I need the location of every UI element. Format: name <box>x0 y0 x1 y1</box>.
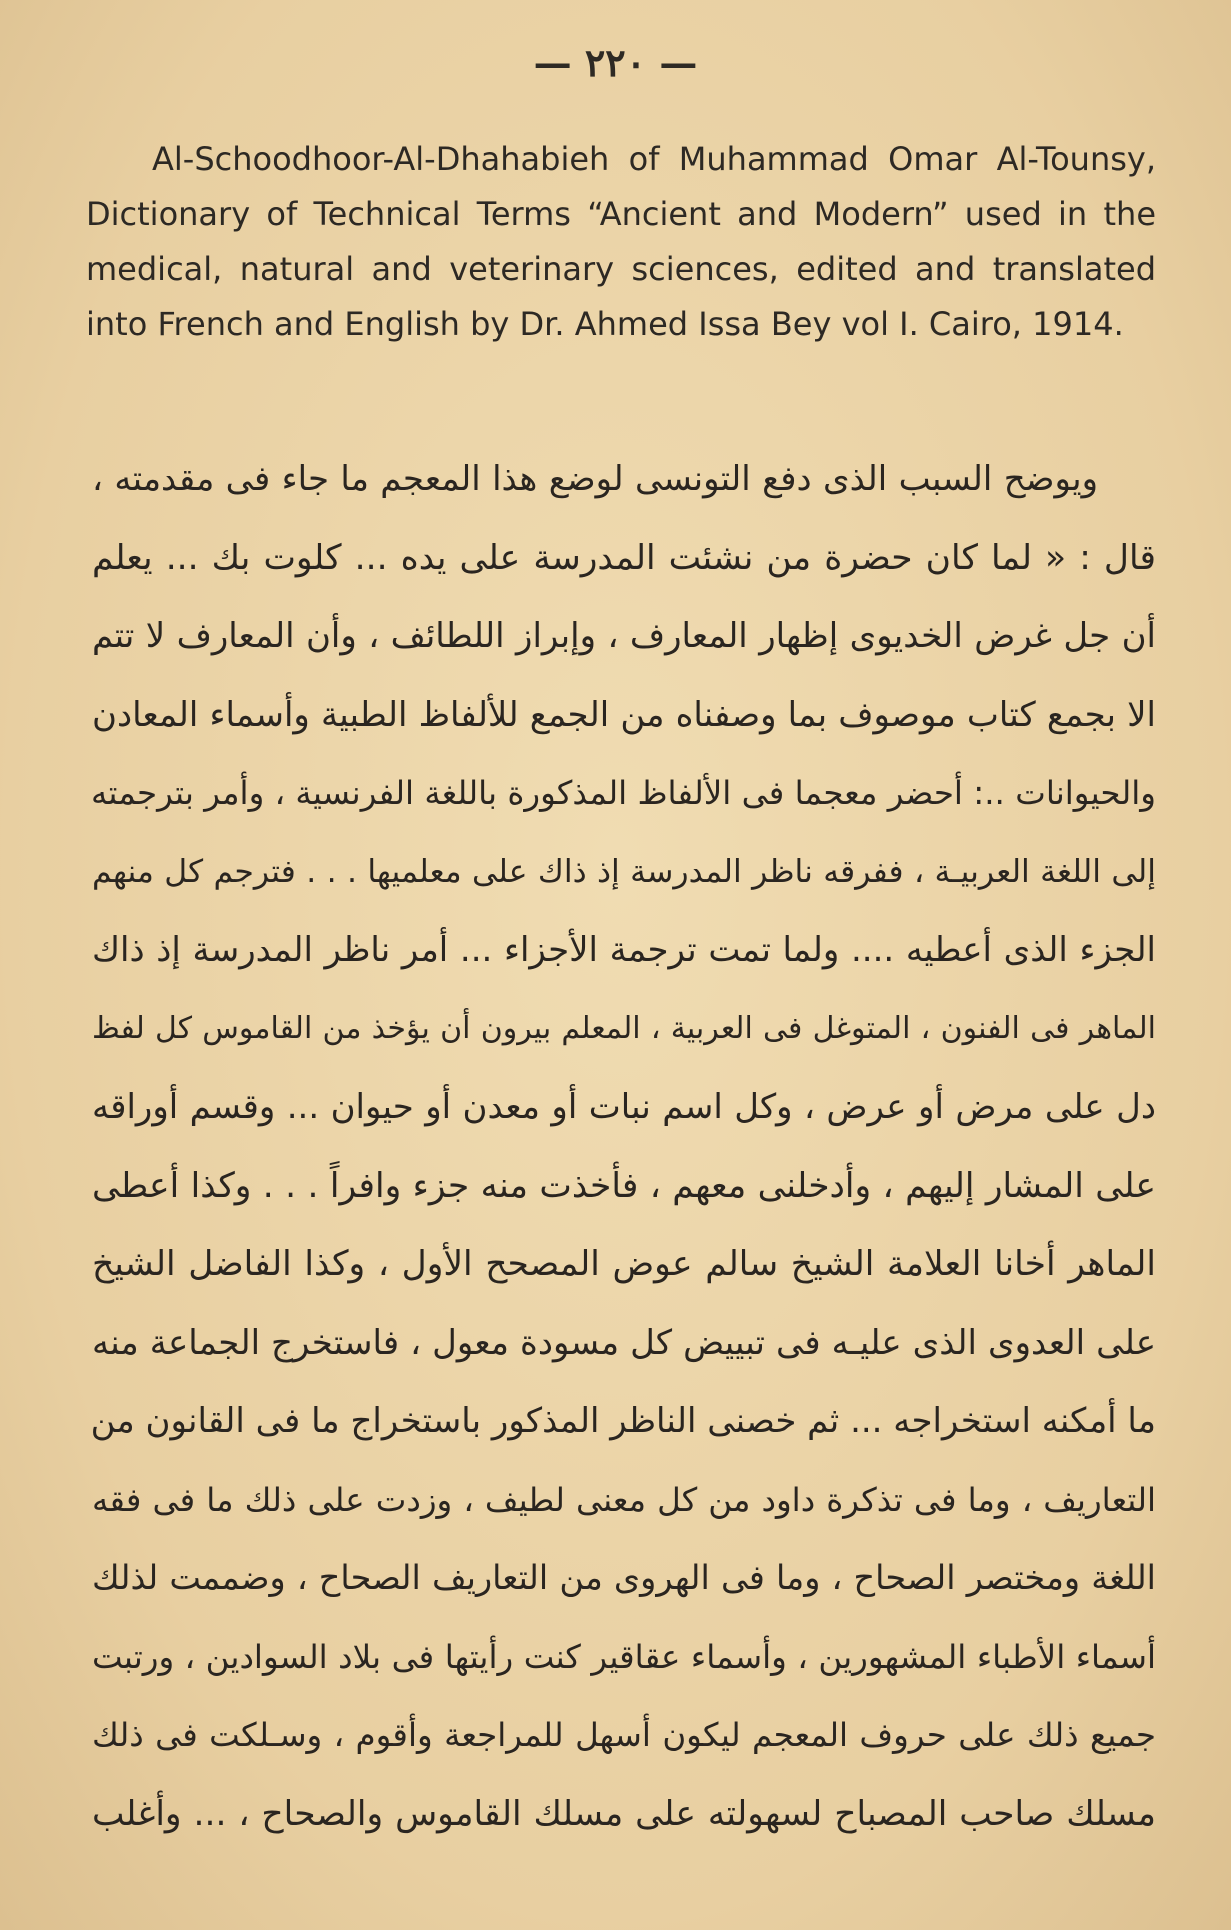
arabic-line: ويوضح السبب الذى دفع التونسى لوضع هذا المعجم ما جاء فى مقدمته ، <box>92 459 1098 499</box>
arabic-line: اللغة ومختصر الصحاح ، وما فى الهروى من التعاريف الصحاح ، وضممت لذلك <box>92 1558 1156 1597</box>
page-number: — ٢٢٠ — <box>533 40 698 85</box>
arabic-line: على المشار إليهم ، وأدخلنى معهم ، فأخذت منه جزء وافراً . . . وكذا أعطى <box>92 1165 1156 1206</box>
arabic-line: مسلك صاحب المصباح لسهولته على مسلك القاموس والصحاح ، ... وأغلب <box>92 1793 1156 1834</box>
arabic-line: والحيوانات ..: أحضر معجما فى الألفاظ المذكورة باللغة الفرنسية ، وأمر بترجمته <box>90 774 1156 812</box>
arabic-line: ما أمكنه استخراجه ... ثم خصنى الناظر المذكور باستخراج ما فى القانون من <box>90 1401 1156 1441</box>
arabic-line: الجزء الذى أعطيه .... ولما تمت ترجمة الأجزاء ... أمر ناظر المدرسة إذ ذاك <box>92 930 1156 970</box>
arabic-line: دل على مرض أو عرض ، وكل اسم نبات أو معدن أو حيوان ... وقسم أوراقه <box>92 1087 1156 1127</box>
arabic-line: إلى اللغة العربيـة ، ففرقه ناظر المدرسة إذ ذاك على معلميها . . . فترجم كل منهم <box>92 853 1156 890</box>
arabic-line: قال : « لما كان حضرة من نشئت المدرسة على يده ... كلوت بك ... يعلم <box>92 537 1156 578</box>
arabic-line: على العدوى الذى عليـه فى تبييض كل مسودة معول ، فاستخرج الجماعة منه <box>92 1322 1156 1363</box>
arabic-line: الا بجمع كتاب موصوف بما وصفناه من الجمع للألفاظ الطبية وأسماء المعادن <box>92 694 1156 735</box>
arabic-line: أن جل غرض الخديوى إظهار المعارف ، وإبراز اللطائف ، وأن المعارف لا تتم <box>92 616 1156 656</box>
english-citation-paragraph: Al-Schoodhoor-Al-Dhahabieh of Muhammad Omar Al-Tounsy, Dictionary of Technical Terms “Ancient and Modern” used in the medical, natural and veterinary sciences, edited and translated into French and English by Dr. Ahmed Issa Bey vol I. Cairo, 1914. <box>86 140 1156 343</box>
arabic-line: التعاريف ، وما فى تذكرة داود من كل معنى لطيف ، وزدت على ذلك ما فى فقه <box>92 1480 1156 1519</box>
arabic-text-block <box>92 440 1156 1853</box>
arabic-line: أسماء الأطباء المشهورين ، وأسماء عقاقير كنت رأيتها فى بلاد السوادين ، ورتبت <box>92 1637 1156 1676</box>
arabic-line: الماهر أخانا العلامة الشيخ سالم عوض المصحح الأول ، وكذا الفاضل الشيخ <box>92 1244 1156 1284</box>
arabic-line: الماهر فى الفنون ، المتوغل فى العربية ، المعلم بيرون أن يؤخذ من القاموس كل لفظ <box>92 1010 1156 1046</box>
arabic-line: جميع ذلك على حروف المعجم ليكون أسهل للمراجعة وأقوم ، وسـلكت فى ذلك <box>92 1716 1156 1754</box>
